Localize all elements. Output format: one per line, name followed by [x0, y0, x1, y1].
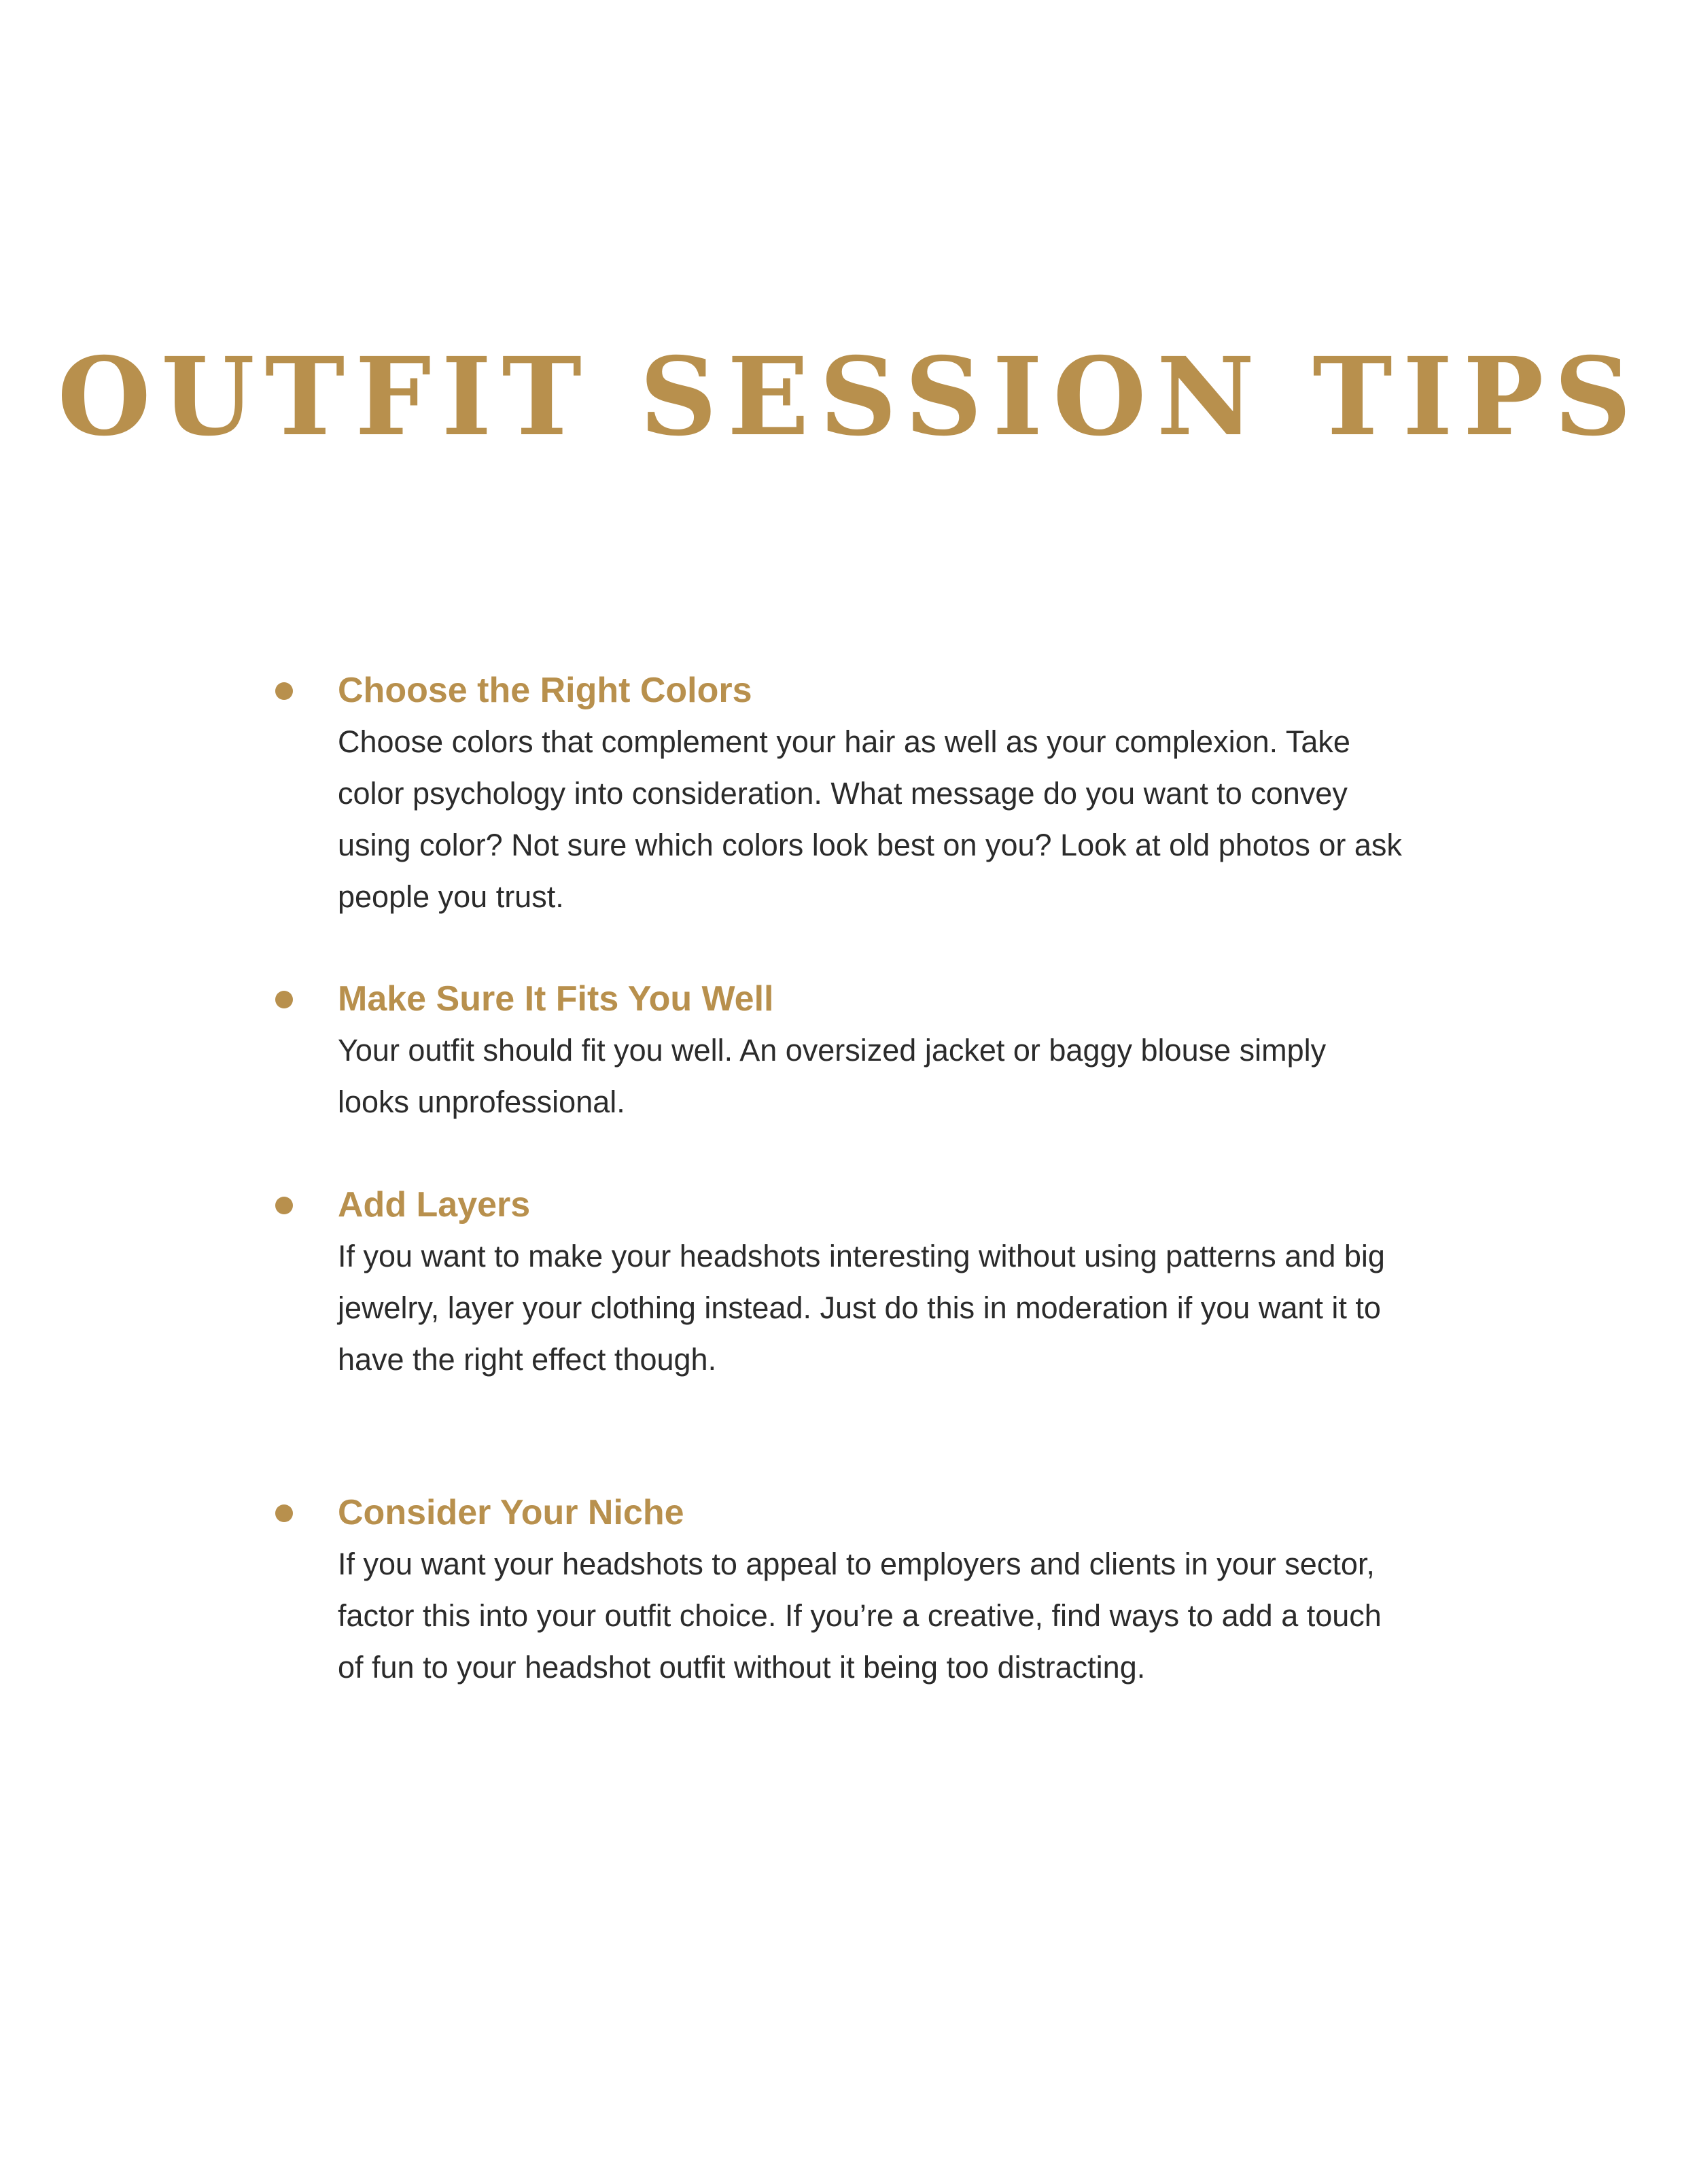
tip-body-line: jewelry, layer your clothing instead. Just do this in moderation if you want it to [338, 1290, 1381, 1325]
tip-body-line: of fun to your headshot outfit without it being too distracting. [338, 1650, 1146, 1685]
bullet-dot-icon [275, 1197, 293, 1214]
tip-body-line: looks unprofessional. [338, 1085, 625, 1119]
tip-body-line: Choose colors that complement your hair as well as your complexion. Take [338, 724, 1350, 759]
tip-body-line: factor this into your outfit choice. If you’re a creative, find ways to add a touch [338, 1598, 1382, 1633]
tip-heading: Consider Your Niche [338, 1493, 684, 1532]
tip-heading: Add Layers [338, 1185, 531, 1225]
tip-heading: Make Sure It Fits You Well [338, 979, 774, 1019]
tip-body [338, 716, 1425, 923]
tip-body-line: using color? Not sure which colors look best on you? Look at old photos or ask [338, 828, 1402, 862]
tip-body-line: color psychology into consideration. What message do you want to convey [338, 776, 1348, 811]
tip-body-line: people you trust. [338, 879, 564, 914]
tip-heading: Choose the Right Colors [338, 671, 752, 710]
bullet-dot-icon [275, 1504, 293, 1522]
bullet-dot-icon [275, 682, 293, 700]
tip-body-line: Your outfit should fit you well. An oversized jacket or baggy blouse simply [338, 1033, 1327, 1068]
tip-body-line: have the right effect though. [338, 1342, 717, 1377]
tip-body [338, 1538, 1425, 1693]
tip-body [338, 1231, 1425, 1386]
tip-body-line: If you want your headshots to appeal to employers and clients in your sector, [338, 1547, 1375, 1581]
tip-body-line: If you want to make your headshots interesting without using patterns and big [338, 1239, 1385, 1273]
bullet-dot-icon [275, 991, 293, 1008]
tip-body [338, 1025, 1425, 1128]
page-title: OUTFIT SESSION TIPS [57, 334, 1642, 460]
